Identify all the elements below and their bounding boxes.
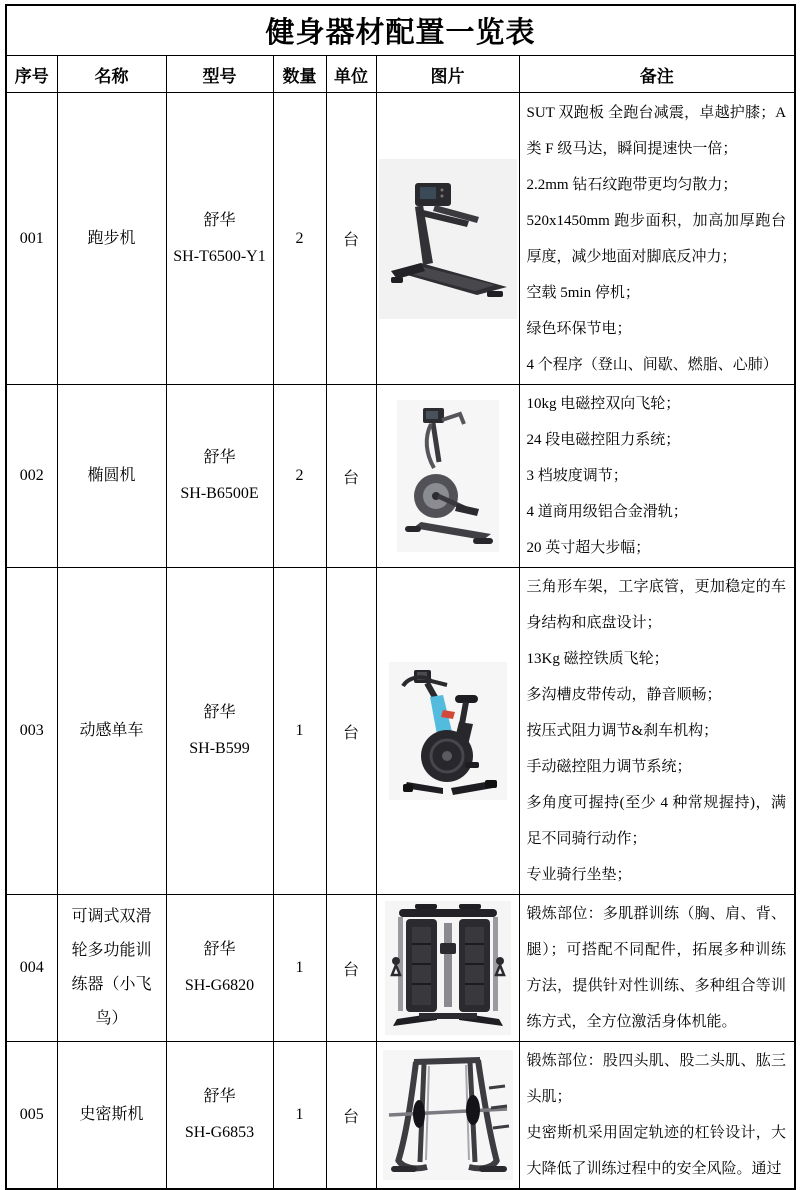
page-title: 健身器材配置一览表 xyxy=(6,5,795,56)
column-header-row xyxy=(6,56,795,93)
image-cell xyxy=(376,568,519,895)
model-cell xyxy=(166,568,273,895)
model-cell xyxy=(166,93,273,385)
title-row xyxy=(6,5,795,56)
remark-line: 3 档坡度调节； xyxy=(526,468,628,484)
quantity-value: 1 xyxy=(273,568,326,895)
model-code: SH-T6500-Y1 xyxy=(173,247,266,265)
image-cell xyxy=(376,93,519,385)
remarks-cell xyxy=(519,93,795,385)
model-cell xyxy=(166,1042,273,1190)
spin-bike-photo xyxy=(389,662,507,800)
table-row xyxy=(6,568,795,895)
serial-number: 004 xyxy=(6,895,57,1042)
remarks-cell xyxy=(519,568,795,895)
remark-line: 520x1450mm 跑步面积，加高加厚跑台厚度，减少地面对脚底反冲力； xyxy=(526,212,787,265)
treadmill-image xyxy=(377,159,519,319)
unit-value: 台 xyxy=(326,1042,376,1190)
brand-name: 舒华 xyxy=(203,704,236,721)
col-header-name: 名称 xyxy=(57,56,166,93)
brand-name: 舒华 xyxy=(203,211,236,229)
functional-trainer-photo xyxy=(385,901,511,1035)
equipment-name: 史密斯机 xyxy=(57,1042,166,1190)
table-row xyxy=(6,385,795,568)
model-cell xyxy=(166,895,273,1042)
remark-line: 专业骑行坐垫； xyxy=(526,867,632,883)
remark-line: 13Kg 磁控铁质飞轮； xyxy=(526,651,669,667)
remark-line: 24 段电磁控阻力系统； xyxy=(526,432,681,448)
model-cell xyxy=(166,385,273,568)
remark-line: 手动磁控阻力调节系统； xyxy=(526,759,692,775)
remark-line: 2.2mm 钻石纹跑带更均匀散力； xyxy=(526,176,738,193)
treadmill-photo xyxy=(379,159,517,319)
unit-value: 台 xyxy=(326,895,376,1042)
functional-trainer-image xyxy=(377,901,519,1035)
remark-line: 三角形车架，工字底管，更加稳定的车身结构和底盘设计； xyxy=(526,579,787,631)
col-header-unit: 单位 xyxy=(326,56,376,93)
remark-line: SUT 双跑板 全跑台减震，卓越护膝；A 类 F 级马达，瞬间提速快一倍； xyxy=(526,104,787,157)
table-body xyxy=(6,93,795,1190)
serial-number: 001 xyxy=(6,93,57,385)
remark-line: 锻炼部位：股四头肌、股二头肌、肱三头肌； xyxy=(526,1053,787,1105)
remark-line: 多角度可握持(至少 4 种常规握持)，满足不同骑行动作； xyxy=(526,795,787,847)
elliptical-photo xyxy=(397,400,499,552)
unit-value: 台 xyxy=(326,385,376,568)
quantity-value: 2 xyxy=(273,385,326,568)
remark-line: 史密斯机采用固定轨迹的杠铃设计，大大降低了训练过程中的安全风险。通过 xyxy=(526,1125,787,1177)
brand-name: 舒华 xyxy=(203,941,236,958)
remark-line: 4 道商用级铝合金滑轨； xyxy=(526,504,688,520)
quantity-value: 1 xyxy=(273,895,326,1042)
elliptical-image xyxy=(377,400,519,552)
serial-number: 005 xyxy=(6,1042,57,1190)
model-code: SH-B599 xyxy=(189,740,250,757)
equipment-name: 动感单车 xyxy=(57,568,166,895)
remark-line: 锻炼部位：多肌群训练（胸、肩、背、腿）；可搭配不同配件，拓展多种训练方法，提供针对性训练、多种组合等训练方式，全方位激活身体机能。 xyxy=(526,906,787,1030)
equipment-name: 椭圆机 xyxy=(57,385,166,568)
remark-line: 4 个程序（登山、间歇、燃脂、心肺） xyxy=(526,356,778,373)
equipment-name: 可调式双滑轮多功能训练器（小飞鸟） xyxy=(57,895,166,1042)
col-header-model: 型号 xyxy=(166,56,273,93)
remark-line: 空载 5min 停机； xyxy=(526,284,640,301)
remarks-cell xyxy=(519,895,795,1042)
col-header-remarks: 备注 xyxy=(519,56,795,93)
brand-name: 舒华 xyxy=(203,1088,236,1105)
unit-value: 台 xyxy=(326,93,376,385)
smith-machine-image xyxy=(377,1050,519,1180)
unit-value: 台 xyxy=(326,568,376,895)
spin-bike-image xyxy=(377,662,519,800)
image-cell xyxy=(376,1042,519,1190)
remark-line: 多沟槽皮带传动，静音顺畅； xyxy=(526,687,722,703)
quantity-value: 1 xyxy=(273,1042,326,1190)
remarks-cell xyxy=(519,385,795,568)
equipment-name: 跑步机 xyxy=(57,93,166,385)
remarks-cell xyxy=(519,1042,795,1190)
table-row xyxy=(6,895,795,1042)
remark-line: 按压式阻力调节&刹车机构； xyxy=(526,723,719,739)
model-code: SH-B6500E xyxy=(180,485,259,502)
col-header-serial: 序号 xyxy=(6,56,57,93)
table-row xyxy=(6,1042,795,1190)
image-cell xyxy=(376,895,519,1042)
image-cell xyxy=(376,385,519,568)
brand-name: 舒华 xyxy=(203,449,236,466)
remark-line: 10kg 电磁控双向飞轮； xyxy=(526,396,681,412)
remark-line: 绿色环保节电； xyxy=(526,320,632,337)
equipment-table xyxy=(5,4,796,1190)
serial-number: 003 xyxy=(6,568,57,895)
col-header-quantity: 数量 xyxy=(273,56,326,93)
table-row xyxy=(6,93,795,385)
remark-line: 20 英寸超大步幅； xyxy=(526,540,651,556)
quantity-value: 2 xyxy=(273,93,326,385)
model-code: SH-G6853 xyxy=(184,1124,255,1141)
model-code: SH-G6820 xyxy=(184,977,255,994)
serial-number: 002 xyxy=(6,385,57,568)
smith-machine-photo xyxy=(383,1050,513,1180)
col-header-image: 图片 xyxy=(376,56,519,93)
